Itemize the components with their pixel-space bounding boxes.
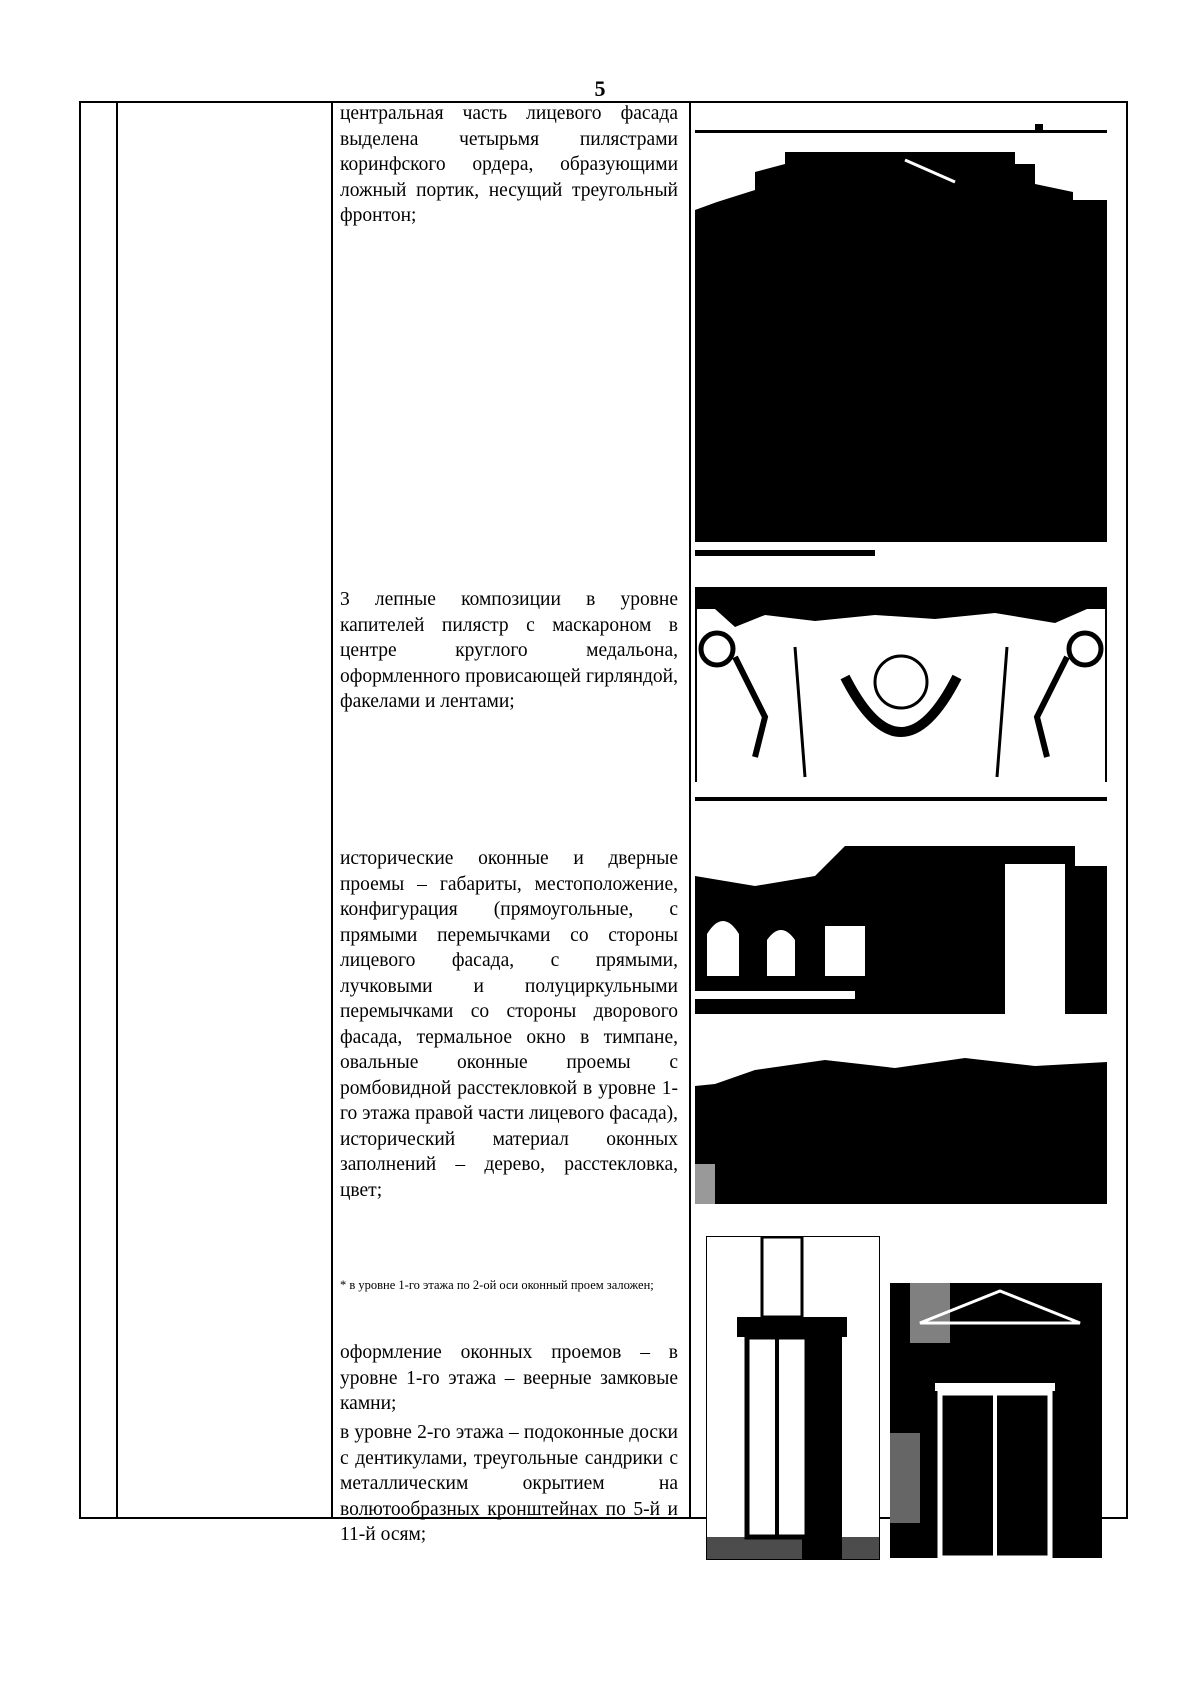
- photo-central-facade: [695, 122, 1107, 562]
- stucco-description: 3 лепные композиции в уровне капителей пилястр с маскароном в центре круглого медальона, оформленного провисающей гирляндой, факелами и лентами;: [340, 589, 678, 712]
- photo-stucco-medallion: [695, 587, 1107, 817]
- page-number: 5: [594, 76, 606, 101]
- window-first-floor-description: оформление оконных проемов – в уровне 1-го этажа – веерные замковые камни;: [340, 1342, 678, 1414]
- photo-window-first-floor: [706, 1236, 880, 1560]
- blocked-window-note: * в уровне 1-го этажа по 2-ой оси оконный проем заложен;: [340, 1278, 654, 1292]
- photo-courtyard-arches: [695, 846, 1107, 1014]
- window-second-floor-description: в уровне 2-го этажа – подоконные доски с дентикулами, треугольные сандрики с металлическим окрытием на волютообразных кронштейнах по 5-й и 11-й осям;: [340, 1422, 678, 1545]
- column-divider-2: [331, 103, 333, 1517]
- openings-description: исторические оконные и дверные проемы – габариты, местоположение, конфигурация (прямоугольные, с прямыми перемычками со стороны лицевого фасада, с прямыми, лучковыми и полуциркульными перемычками со стороны дворового фасада, термальное окно в тимпане, овальные оконные проемы с ромбовидной расстекловкой в уровне 1-го этажа правой части лицевого фасада), исторический материал оконных заполнений – дерево, расстекловка, цвет;: [340, 848, 678, 1201]
- pilasters-description: центральная часть лицевого фасада выделена четырьмя пилястрами коринфского ордера, образующими ложный портик, несущий треугольный фронтон;: [340, 103, 678, 226]
- photo-dark-facade: [695, 1044, 1107, 1204]
- column-divider-1: [116, 103, 118, 1517]
- column-divider-3: [689, 103, 691, 1517]
- photo-window-second-floor: [890, 1283, 1102, 1558]
